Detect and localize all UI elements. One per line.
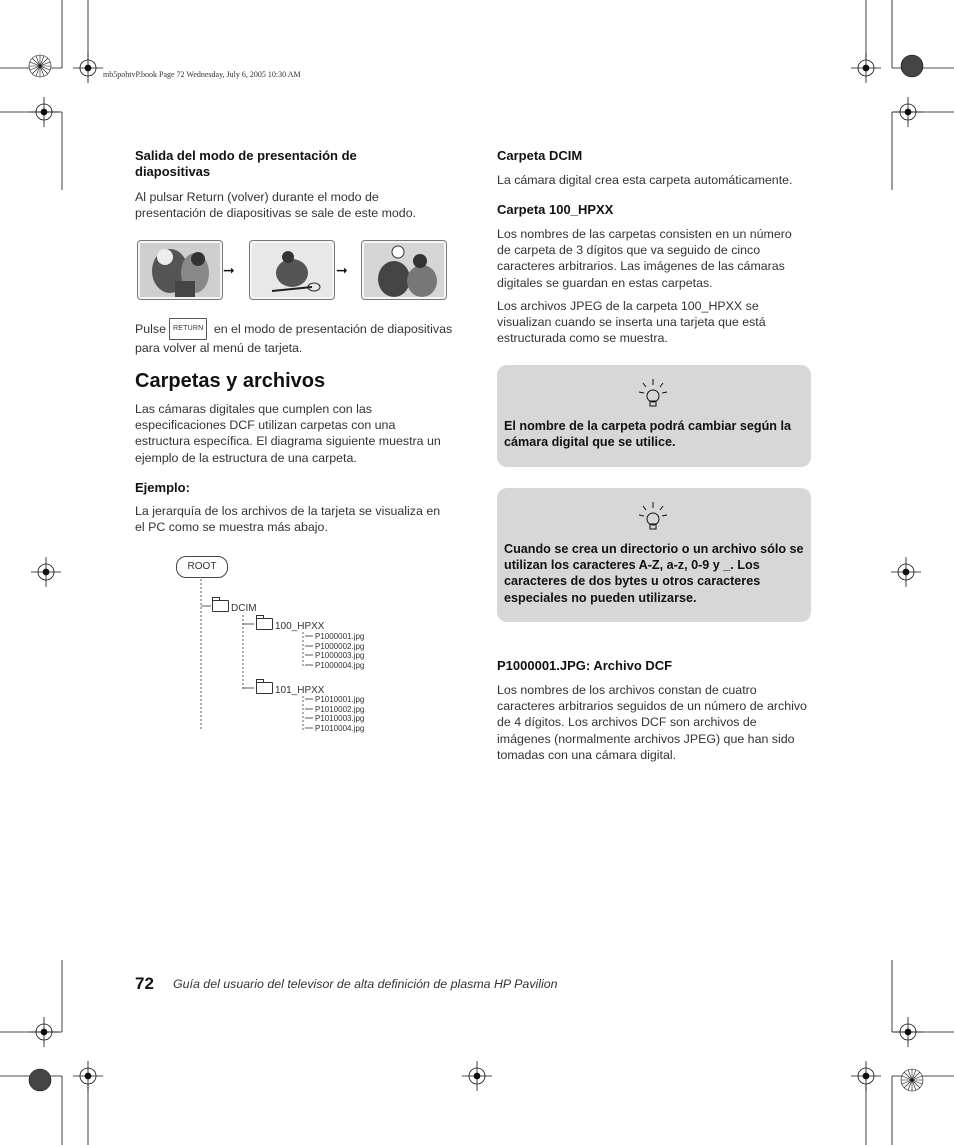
- dcim-body: La cámara digital crea esta carpeta automáticamente.: [497, 173, 793, 187]
- tree-root: ROOT: [176, 556, 228, 578]
- header-file-info: mb5pohtvP.book Page 72 Wednesday, July 6, 2005 10:30 AM: [103, 70, 301, 79]
- slideshow-body: Al pulsar Return (volver) durante el modo de presentación de diapositivas se sale de este modo.: [135, 190, 417, 221]
- tree-file: P1000003.jpg: [315, 651, 365, 660]
- tree-file: P1010001.jpg: [315, 695, 365, 704]
- tree-file: P1000004.jpg: [315, 660, 365, 670]
- example-body: La jerarquía de los archivos de la tarjeta se visualiza en el PC como se muestra más abajo.: [135, 504, 441, 535]
- tree-folder-100: [256, 618, 324, 632]
- dcim-heading: Carpeta DCIM: [497, 148, 583, 163]
- dcf-heading: P1000001.JPG: Archivo DCF: [497, 658, 673, 673]
- press-prefix: Pulse: [135, 322, 166, 336]
- tree-files-100: [315, 632, 364, 670]
- folder-icon: [256, 618, 273, 630]
- tree-folder-101: [256, 682, 324, 696]
- note-1-text: El nombre de la carpeta podrá cambiar según la cámara digital que se utilice.: [504, 419, 791, 450]
- note-2-text: Cuando se crea un directorio o un archivo sólo se utilizan los caracteres A-Z, a-z, 0-9 y _. Los caracteres de dos bytes u otros caracteres especiales no pueden utilizarse.: [504, 542, 804, 605]
- tree-dcim-label: DCIM: [231, 603, 257, 614]
- hpxx-heading: Carpeta 100_HPXX: [497, 202, 614, 217]
- folder-icon: [256, 682, 273, 694]
- folders-body: Las cámaras digitales que cumplen con las especificaciones DCF utilizan carpetas con una estructura específica. El diagrama siguiente muestra un ejemplo de la estructura de una carpeta.: [135, 402, 441, 465]
- hpxx-body1: Los nombres de las carpetas consisten en un número de carpeta de 3 dígitos que va seguido de cinco caracteres arbitrarios. Las imágenes de las cámaras digitales se guardan en estas carpetas.: [497, 227, 792, 290]
- tree-file: P1010004.jpg: [315, 723, 365, 733]
- tree-file: P1010003.jpg: [315, 714, 365, 723]
- tree-folder2-label: 101_HPXX: [275, 685, 325, 696]
- note-box-2: [497, 488, 811, 622]
- section-title: Carpetas y archivos: [135, 370, 326, 392]
- page-number: 72: [135, 974, 154, 993]
- folder-icon: [212, 600, 229, 612]
- lightbulb-icon: [636, 377, 670, 411]
- arrow-right-icon: ➞: [336, 262, 348, 278]
- note-box-1: [497, 365, 811, 467]
- tree-files-101: [315, 695, 364, 733]
- example-heading: Ejemplo:: [135, 480, 190, 495]
- tree-folder1-label: 100_HPXX: [275, 621, 325, 632]
- tree-file: P1000002.jpg: [315, 641, 365, 651]
- hpxx-body2: Los archivos JPEG de la carpeta 100_HPXX se visualizan cuando se inserta una tarjeta que está estructurada como se muestra.: [497, 299, 766, 346]
- tree-file: P1010002.jpg: [315, 704, 365, 714]
- press-suffix: en el modo de presentación de diapositivas para volver al menú de tarjeta.: [135, 322, 453, 356]
- return-key-icon: RETURN: [169, 318, 207, 340]
- slideshow-heading: Salida del modo de presentación de diapositivas: [135, 148, 357, 179]
- tree-folder-dcim: [212, 600, 257, 614]
- arrow-right-icon: ➞: [223, 262, 235, 278]
- footer-title: Guía del usuario del televisor de alta definición de plasma HP Pavilion: [173, 977, 558, 991]
- lightbulb-icon: [636, 500, 670, 534]
- dcf-body: Los nombres de los archivos constan de cuatro caracteres arbitrarios seguidos de un número de archivo de 4 dígitos. Los archivos DCF son archivos de imágenes (normalmente archivos JPEG) que han sido tomadas con una cámara digital.: [497, 683, 807, 762]
- tree-file: P1000001.jpg: [315, 632, 365, 641]
